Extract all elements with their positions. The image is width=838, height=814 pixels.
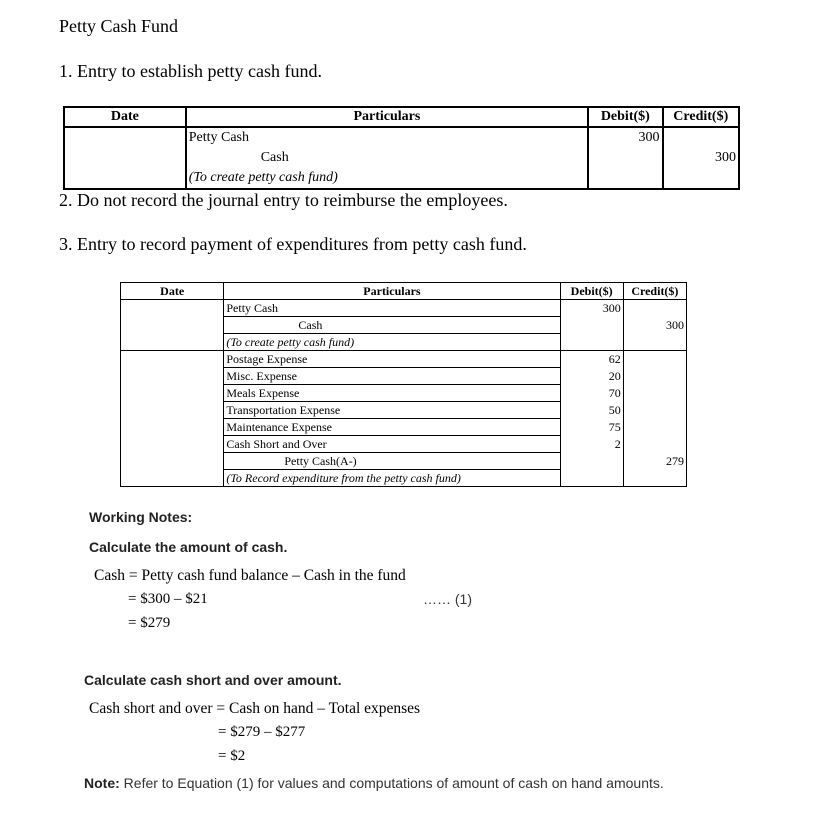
credit-cell (623, 402, 686, 419)
particulars-cell: (To Record expenditure from the petty cash fund) (224, 470, 560, 487)
credit-cell: 279 (623, 453, 686, 470)
calc2-heading: Calculate cash short and over amount. (84, 672, 342, 688)
credit-header: Credit($) (623, 283, 686, 300)
date-header: Date (64, 107, 186, 127)
table-row (121, 419, 687, 436)
particulars-cell: Petty Cash (224, 300, 560, 317)
debit-cell (588, 148, 662, 168)
table-row (121, 317, 687, 334)
table-row (121, 436, 687, 453)
particulars-header: Particulars (186, 107, 588, 127)
debit-cell (560, 317, 623, 334)
particulars-cell: (To create petty cash fund) (224, 334, 560, 351)
debit-cell: 20 (560, 368, 623, 385)
table-row (64, 148, 739, 168)
note-label: Note: (84, 775, 120, 791)
note-body: Refer to Equation (1) for values and computations of amount of cash on hand amounts. (119, 775, 664, 791)
particulars-cell: Meals Expense (224, 385, 560, 402)
particulars-cell: Postage Expense (224, 351, 560, 368)
step-1-text: 1. Entry to establish petty cash fund. (59, 61, 322, 81)
calc2-step: = $279 – $277 (218, 724, 306, 740)
credit-cell (623, 334, 686, 351)
calc1-result: = $279 (128, 615, 171, 631)
credit-cell (623, 351, 686, 368)
debit-cell: 70 (560, 385, 623, 402)
table-row (121, 351, 687, 368)
debit-cell: 300 (560, 300, 623, 317)
credit-cell (623, 419, 686, 436)
working-notes-heading: Working Notes: (89, 509, 193, 525)
table-row (121, 402, 687, 419)
particulars-cell: Transportation Expense (224, 402, 560, 419)
table-row (121, 453, 687, 470)
calc1-heading: Calculate the amount of cash. (89, 539, 288, 555)
debit-cell: 2 (560, 436, 623, 453)
particulars-cell: Petty Cash(A-) (224, 453, 560, 470)
credit-header: Credit($) (663, 107, 739, 127)
calc1-step: = $300 – $21 (128, 591, 208, 607)
particulars-header: Particulars (224, 283, 560, 300)
particulars-cell: Cash Short and Over (224, 436, 560, 453)
journal-table-1 (63, 106, 740, 190)
step-3-text: 3. Entry to record payment of expenditures from petty cash fund. (59, 234, 527, 254)
credit-cell (623, 385, 686, 402)
debit-cell: 75 (560, 419, 623, 436)
credit-cell (623, 368, 686, 385)
credit-cell: 300 (623, 317, 686, 334)
table-row (121, 368, 687, 385)
debit-cell (560, 470, 623, 487)
particulars-cell: Misc. Expense (224, 368, 560, 385)
calc2-formula: Cash short and over = Cash on hand – Total expenses (89, 700, 421, 717)
debit-cell (560, 453, 623, 470)
credit-cell: 300 (663, 148, 739, 168)
page-title: Petty Cash Fund (59, 16, 179, 36)
debit-header: Debit($) (560, 283, 623, 300)
step-2-text: 2. Do not record the journal entry to reimburse the employees. (59, 190, 508, 210)
journal-table-2 (120, 282, 687, 487)
table-row (121, 300, 687, 317)
debit-cell (560, 334, 623, 351)
debit-cell: 300 (588, 127, 662, 148)
particulars-cell: Cash (224, 317, 560, 334)
credit-cell (663, 168, 739, 189)
debit-cell: 62 (560, 351, 623, 368)
table-row (121, 470, 687, 487)
date-header: Date (121, 283, 224, 300)
calc2-result: = $2 (218, 748, 246, 764)
credit-cell (623, 436, 686, 453)
credit-cell (623, 300, 686, 317)
debit-cell: 50 (560, 402, 623, 419)
debit-cell (588, 168, 662, 189)
credit-cell (623, 470, 686, 487)
particulars-cell: Maintenance Expense (224, 419, 560, 436)
table-row (64, 168, 739, 189)
particulars-cell: Petty Cash (186, 127, 588, 148)
debit-header: Debit($) (588, 107, 662, 127)
table-row (121, 334, 687, 351)
particulars-cell: Cash (186, 148, 588, 168)
calc1-formula: Cash = Petty cash fund balance – Cash in the fund (94, 567, 406, 584)
particulars-cell: (To create petty cash fund) (186, 168, 588, 189)
table-row (121, 385, 687, 402)
note-text (84, 775, 664, 791)
table-row (64, 127, 739, 148)
credit-cell (663, 127, 739, 148)
equation-reference: …… (1) (423, 591, 472, 607)
